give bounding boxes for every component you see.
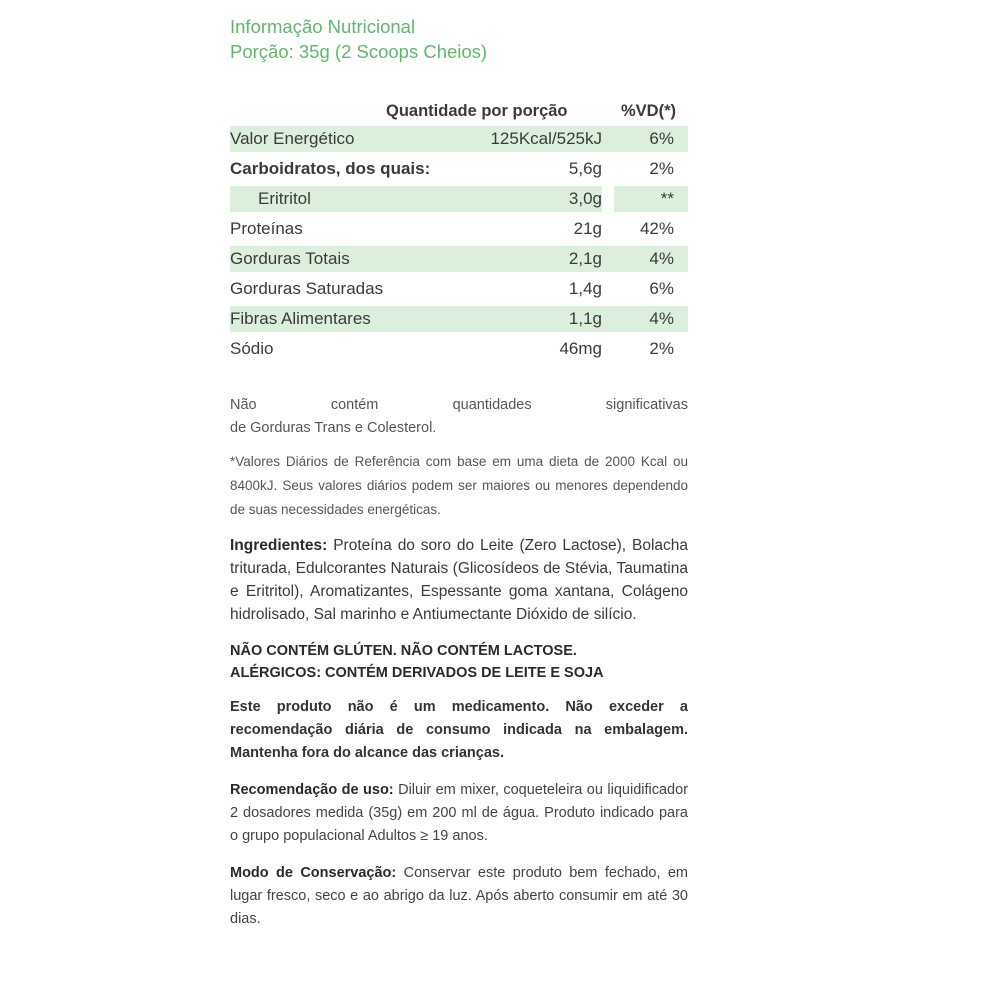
allergen-statement [230, 640, 688, 684]
nutrient-name: Gorduras Totais [230, 249, 350, 268]
nutrient-quantity: 125Kcal/525kJ [490, 129, 602, 148]
nutrient-daily-value: 2% [649, 339, 674, 358]
ingredients-label: Ingredientes: [230, 537, 328, 554]
nutrient-name: Valor Energético [230, 129, 355, 148]
nutrient-daily-value: 4% [649, 309, 674, 328]
storage-instructions [230, 862, 688, 931]
nutrient-row-erythritol [230, 186, 688, 212]
storage-label: Modo de Conservação: [230, 865, 397, 881]
nutrient-name: Proteínas [230, 219, 303, 238]
nutrient-daily-value: 42% [639, 219, 674, 238]
nutrient-quantity: 46mg [559, 339, 602, 358]
nutrient-row-carbohydrates [230, 156, 688, 182]
trans-note-word: quantidades [452, 397, 532, 413]
nutrient-quantity: 5,6g [568, 159, 602, 178]
daily-values-note: *Valores Diários de Referência com base em uma dieta de 2000 Kcal ou 8400kJ. Seus valores diários podem ser maiores ou menores dependendo de suas necessidades energéticas. [230, 454, 688, 517]
nutrient-daily-value: ** [660, 189, 674, 208]
nutrient-quantity: 3,0g [568, 189, 602, 208]
nutrient-name: Sódio [230, 339, 274, 358]
nutrient-row-fiber [230, 306, 688, 332]
nutrient-daily-value: 6% [649, 279, 674, 298]
gluten-lactose-statement: NÃO CONTÉM GLÚTEN. NÃO CONTÉM LACTOSE. [230, 643, 577, 659]
nutrient-row-sodium [230, 336, 688, 362]
nutrient-quantity: 1,4g [568, 279, 602, 298]
nutrient-quantity: 21g [573, 219, 602, 238]
column-header-daily-value: %VD(*) [621, 102, 677, 120]
nutrient-row-saturated-fat [230, 276, 688, 302]
nutrient-name: Carboidratos, dos quais: [230, 159, 431, 178]
ingredients-text: Proteína do soro do Leite (Zero Lactose), Bolacha triturada, Edulcorantes Naturais (Glicosídeos de Stévia, Taumatina e Eritritol), Aromatizantes, Espessante goma xantana, Colágeno hidrolisado, Sal marinho e Antiumectante Dióxido de silício. [230, 537, 688, 623]
trans-fat-note [230, 394, 688, 440]
nutrient-name: Gorduras Saturadas [230, 279, 384, 298]
portion-size: Porção: 35g (2 Scoops Cheios) [230, 41, 488, 62]
storage-text: Conservar este produto bem fechado, em lugar fresco, seco e ao abrigo da luz. Após aberto consumir em até 30 dias. [230, 865, 689, 927]
nutrition-title: Informação Nutricional [230, 16, 416, 37]
nutrient-quantity: 2,1g [568, 249, 602, 268]
usage-text: Diluir em mixer, coqueteleira ou liquidificador 2 dosadores medida (35g) em 200 ml de água. Produto indicado para o grupo populacional Adultos ≥ 19 anos. [230, 782, 689, 844]
allergens-statement: ALÉRGICOS: CONTÉM DERIVADOS DE LEITE E SOJA [230, 665, 604, 681]
nutrient-daily-value: 2% [649, 159, 674, 178]
column-header-quantity: Quantidade por porção [386, 102, 568, 120]
trans-note-word: contém [330, 397, 379, 413]
nutrient-quantity: 1,1g [568, 309, 602, 328]
nutrient-row-total-fat [230, 246, 688, 272]
usage-label: Recomendação de uso: [230, 782, 394, 798]
nutrient-row-energy [230, 126, 688, 152]
nutrient-row-proteins [230, 216, 688, 242]
trans-note-word: Não [230, 397, 257, 413]
trans-note-line2: de Gorduras Trans e Colesterol. [230, 420, 437, 436]
nutrition-panel [230, 14, 688, 931]
nutrient-name: Eritritol [258, 189, 311, 208]
medical-warning: Este produto não é um medicamento. Não exceder a recomendação diária de consumo indicada na embalagem. Mantenha fora do alcance das crianças. [230, 699, 688, 761]
nutrient-name: Fibras Alimentares [230, 309, 371, 328]
nutrient-daily-value: 4% [649, 249, 674, 268]
usage-recommendation [230, 779, 688, 848]
ingredients [230, 534, 688, 626]
table-header [230, 96, 688, 126]
nutrient-daily-value: 6% [649, 129, 674, 148]
trans-note-word: significativas [605, 397, 688, 413]
